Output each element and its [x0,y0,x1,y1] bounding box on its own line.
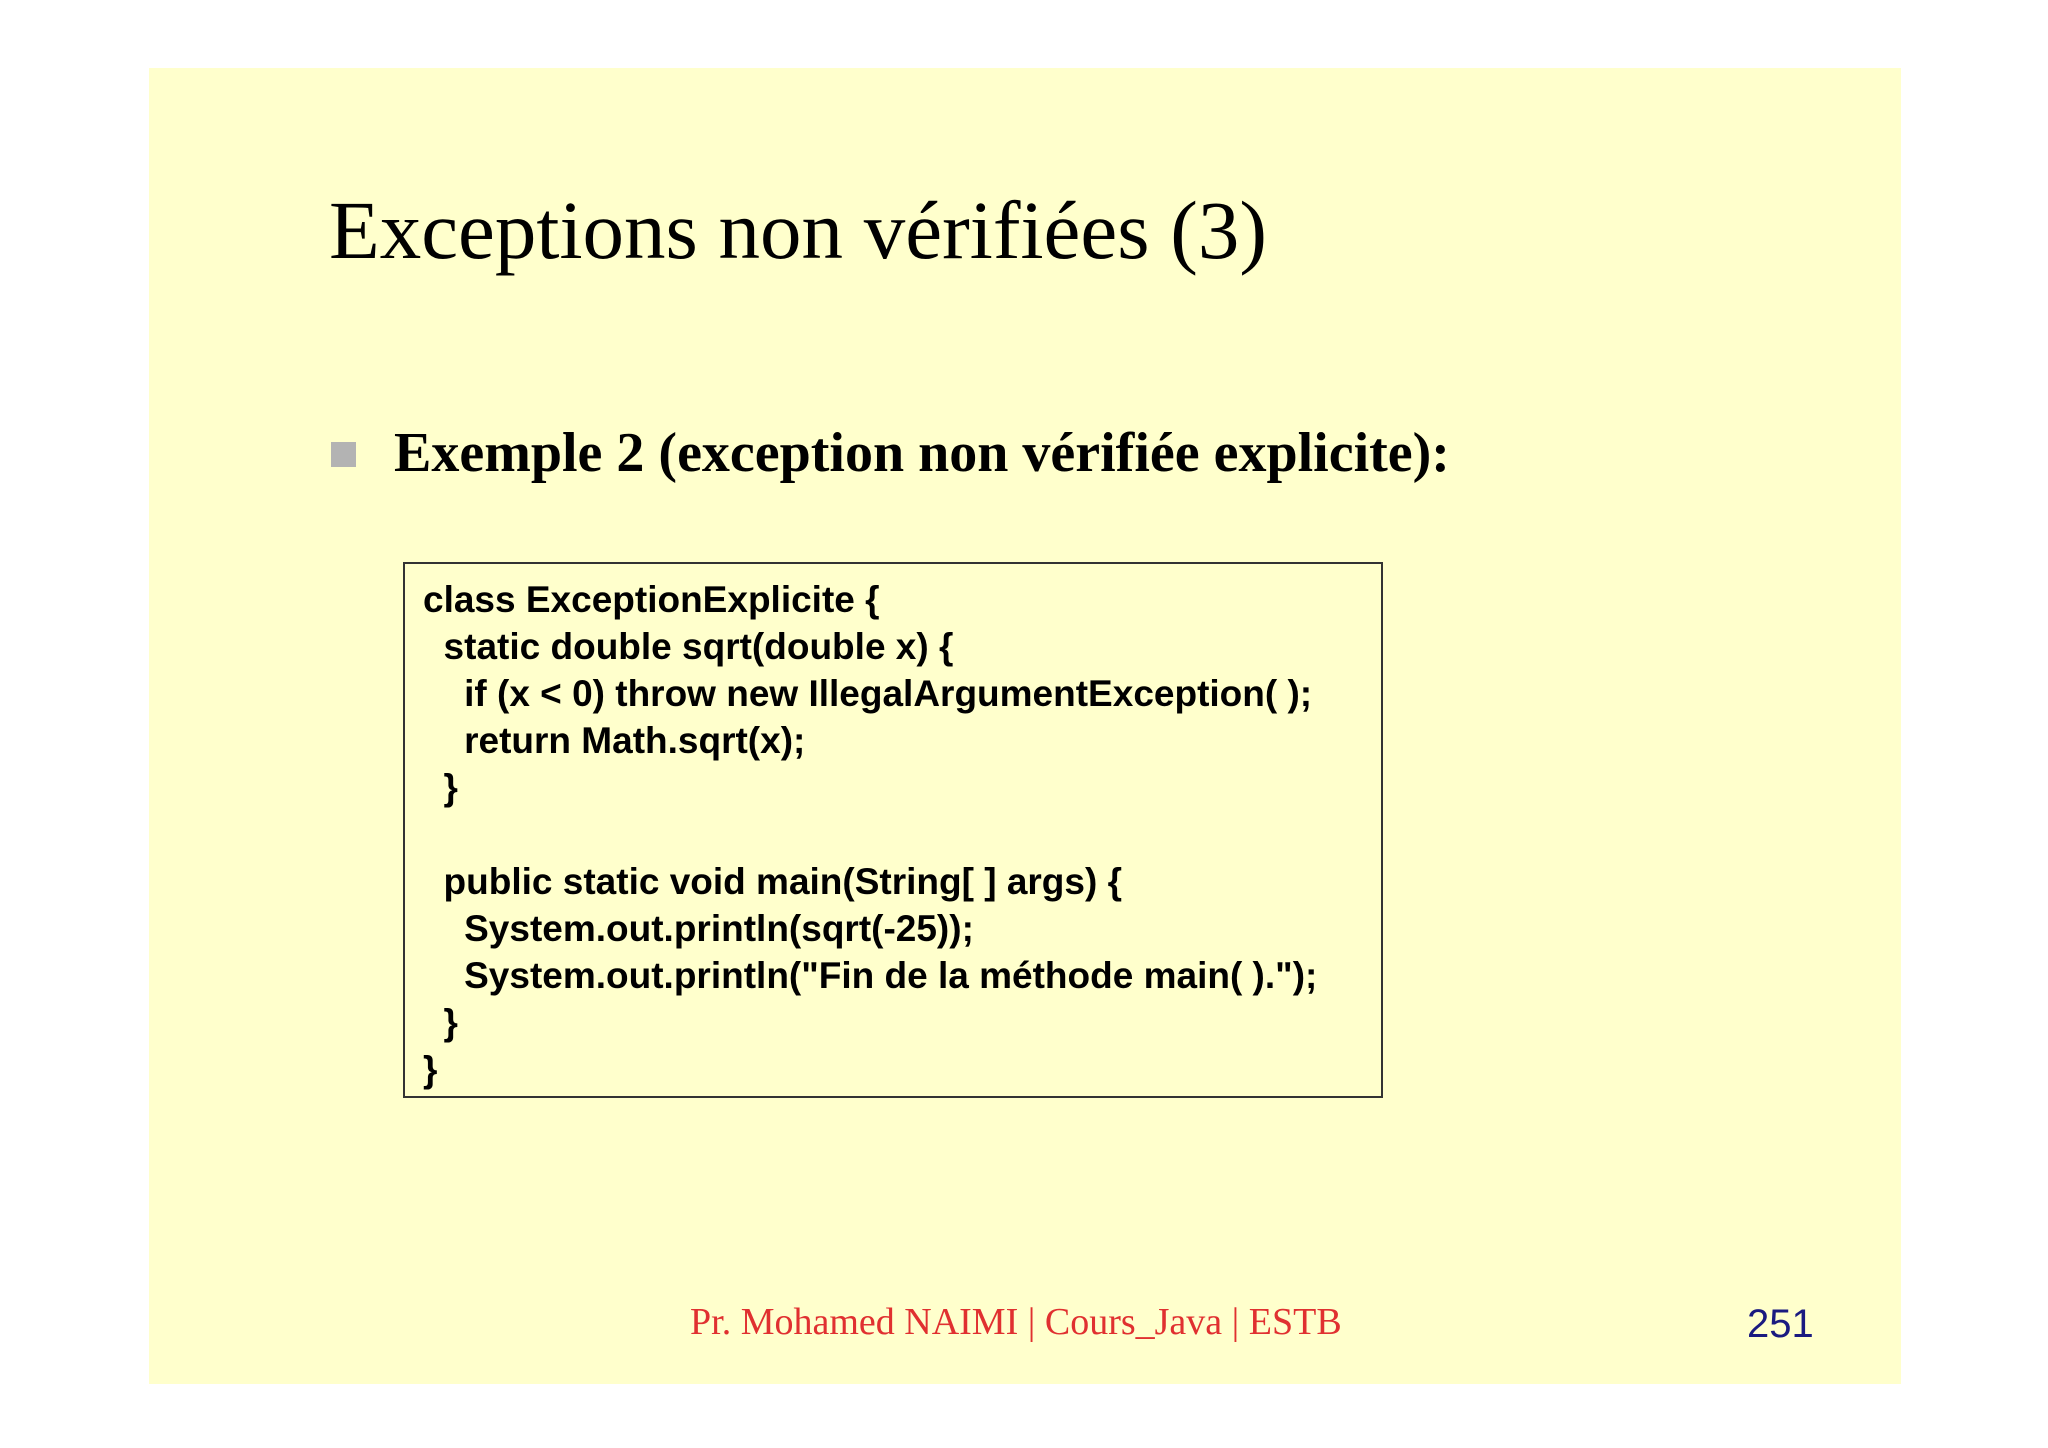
code-line: return Math.sqrt(x); [423,720,806,761]
code-line: System.out.println(sqrt(-25)); [423,908,974,949]
code-line: if (x < 0) throw new IllegalArgumentException( ); [423,673,1313,714]
code-line: class ExceptionExplicite { [423,579,880,620]
slide-title: Exceptions non vérifiées (3) [329,184,1268,276]
code-line: public static void main(String[ ] args) { [423,861,1122,902]
code-line: } [423,1002,458,1043]
square-bullet-icon [331,442,356,467]
code-block [403,562,1383,1098]
code-line: } [423,1049,438,1090]
code-line [423,811,1381,858]
slide [149,68,1901,1384]
code-line: System.out.println("Fin de la méthode main( )."); [423,955,1318,996]
bullet-text: Exemple 2 (exception non vérifiée explicite): [394,422,1450,484]
code-line: static double sqrt(double x) { [423,626,954,667]
page-number: 251 [1747,1302,1814,1346]
slide-footer: Pr. Mohamed NAIMI | Cours_Java | ESTB [690,1301,1342,1343]
code-line: } [423,767,458,808]
